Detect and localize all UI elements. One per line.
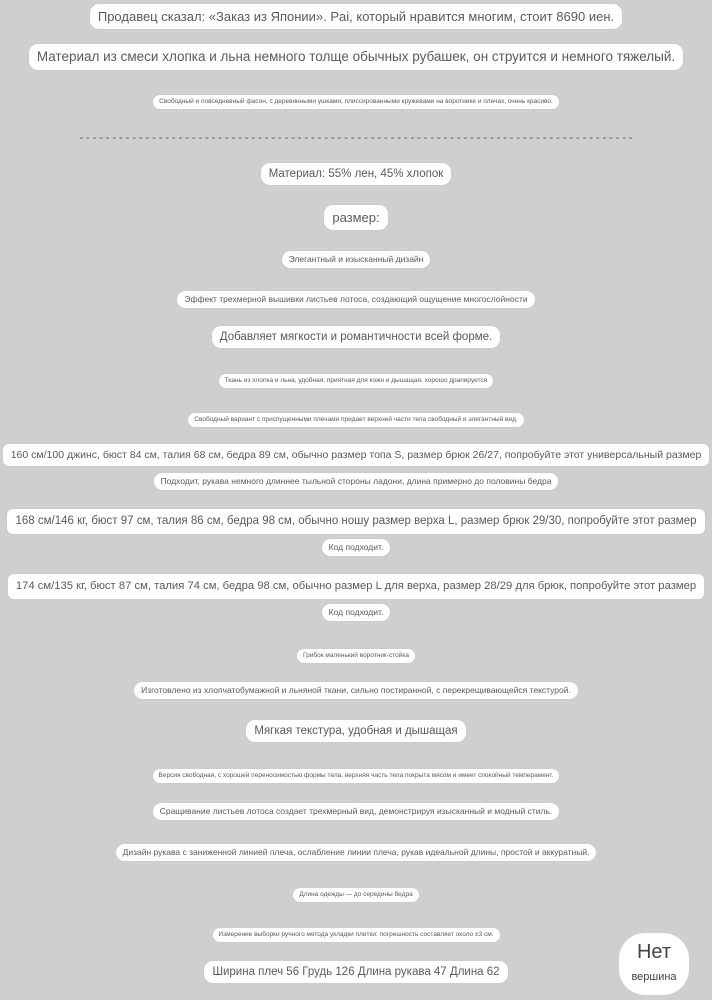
line-size-heading	[0, 205, 712, 230]
text-pill: Добавляет мягкости и романтичности всей форме.	[212, 326, 500, 348]
text-pill: Материал: 55% лен, 45% хлопок	[261, 163, 452, 185]
line-code-fits-1	[0, 537, 712, 556]
line-lotus-splicing	[0, 801, 712, 820]
line-code-fits-2	[0, 602, 712, 621]
line-measurements	[0, 961, 712, 983]
line-material-composition	[0, 163, 712, 185]
line-model-174	[0, 574, 712, 599]
text-pill: Длина одежды — до середины бедра	[293, 888, 418, 902]
text-pill: Код подходит.	[322, 604, 391, 621]
line-seller-quote	[0, 4, 712, 29]
text-pill: Свободный и повседневный фасон, с деревянными ушками, плиссированными кружевами на воротнике и плечах, очень красиво.	[153, 95, 559, 109]
line-sleeve-design	[0, 842, 712, 861]
text-pill: Ткань из хлопка и льна, удобная, приятная для кожи и дышащая, хорошо драпируется	[219, 374, 493, 388]
text-pill: Измерение выборки ручного метода укладки плитки: погрешность составляет около ±3 см.	[213, 928, 500, 942]
text-pill: 168 см/146 кг, бюст 97 см, талия 86 см, бедра 98 см, обычно ношу размер верха L, размер брюк 29/30, попробуйте этот размер	[7, 509, 704, 534]
line-elegant-design	[0, 249, 712, 268]
text-pill: Версия свободная, с хорошей переносимостью формы тела, верхняя часть тела покрыта мясом и имеет спокойный темперамент.	[153, 769, 560, 783]
line-washed-fabric	[0, 680, 712, 699]
text-pill: Сращивание листьев лотоса создает трехмерный вид, демонстрируя изысканный и модный стиль.	[153, 803, 560, 820]
text-pill: 160 см/100 джинс, бюст 84 см, талия 68 см, бедра 89 см, обычно размер топа S, размер брюк 26/27, попробуйте этот универсальный размер	[3, 444, 710, 466]
text-pill: Изготовлено из хлопчатобумажной и льняной ткани, сильно постиранной, с перекрещивающейся текстурой.	[134, 682, 578, 699]
text-pill: Ширина плеч 56 Грудь 126 Длина рукава 47 Длина 62	[204, 961, 507, 983]
text-pill: Материал из смеси хлопка и льна немного толще обычных рубашек, он струится и немного тяжелый.	[29, 44, 683, 70]
text-pill: Мягкая текстура, удобная и дышащая	[246, 720, 465, 742]
line-model-168	[0, 509, 712, 534]
badge-bottom-label: вершина	[631, 971, 677, 983]
text-pill: Свободный вариант с приспущенными плечами придает верхней части тела свободный и элегантный вид.	[188, 413, 523, 427]
dashed-divider: ------------------------------------------------------------------------------------	[77, 131, 635, 144]
line-embroidery	[0, 289, 712, 308]
badge-top-label: Нет	[636, 941, 672, 963]
line-fabric	[0, 369, 712, 388]
text-pill: Элегантный и изысканный дизайн	[282, 251, 431, 268]
line-loose-fit	[0, 408, 712, 427]
divider-line	[0, 128, 712, 146]
line-style-description	[0, 90, 712, 109]
no-top-badge	[619, 933, 689, 995]
line-soft-texture	[0, 720, 712, 742]
text-pill: Продавец сказал: «Заказ из Японии». Pai, который нравится многим, стоит 8690 иен.	[90, 4, 622, 29]
line-garment-length	[0, 883, 712, 902]
text-pill: Дизайн рукава с заниженной линией плеча, ослабление линии плеча, рукав идеальной длины, простой и аккуратный.	[116, 844, 597, 861]
line-material-description	[0, 44, 712, 70]
line-loose-version	[0, 764, 712, 783]
text-pill: 174 см/135 кг, бюст 87 см, талия 74 см, бедра 98 см, обычно размер L для верха, размер 28/29 для брюк, попробуйте этот размер	[8, 574, 704, 599]
line-fit-note	[0, 471, 712, 490]
line-softness	[0, 326, 712, 348]
line-measurement-note	[0, 923, 712, 942]
text-pill: Код подходит.	[322, 539, 391, 556]
line-model-160	[0, 444, 712, 466]
text-pill: Эффект трехмерной вышивки листьев лотоса, создающий ощущение многослойности	[177, 291, 534, 308]
text-pill: размер:	[324, 205, 387, 230]
text-pill: Подходит, рукава немного длиннее тыльной стороны ладони, длина примерно до половины бедра	[154, 473, 559, 490]
text-pill: Грибок маленький воротник-стойка	[297, 649, 415, 663]
line-collar	[0, 644, 712, 663]
